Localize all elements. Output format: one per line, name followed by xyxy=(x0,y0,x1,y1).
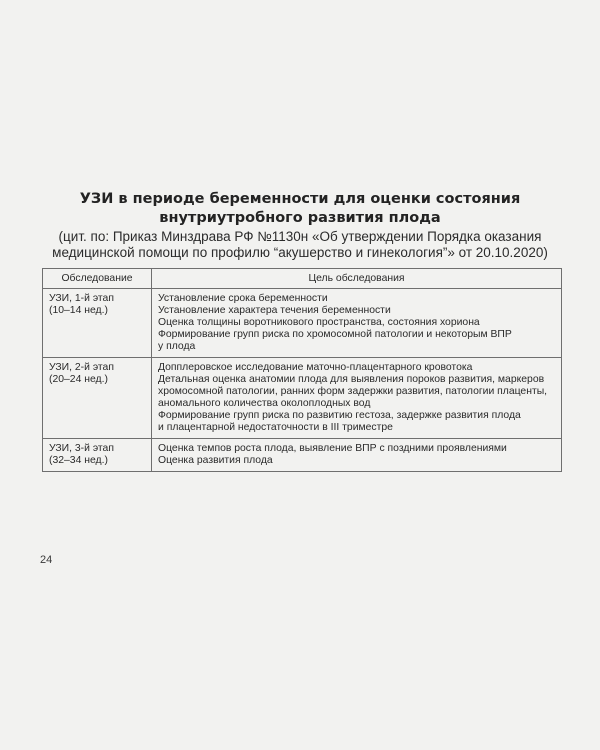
goal-line: Оценка темпов роста плода, выявление ВПР с поздними проявлениями xyxy=(158,443,507,454)
goal-line: и плацентарной недостаточности в III триместре xyxy=(158,422,393,433)
header-goal: Цель обследования xyxy=(152,269,562,289)
goal-line: хромосомной патологии, ранних форм задержки развития, патологии плаценты, xyxy=(158,386,548,397)
ultrasound-stages-table xyxy=(42,268,562,472)
page-number: 24 xyxy=(40,554,53,566)
table-header-row xyxy=(43,269,562,289)
goal-line: Оценка развития плода xyxy=(158,455,273,466)
citation-subtitle xyxy=(0,229,600,261)
goal-cell xyxy=(152,289,562,358)
subtitle-line-2: медицинской помощи по профилю “акушерство и гинекология”» от 20.10.2020) xyxy=(52,245,548,260)
exam-period: (20–24 нед.) xyxy=(49,374,108,385)
exam-cell xyxy=(43,439,152,472)
goal-line: у плода xyxy=(158,341,196,352)
table-row xyxy=(43,358,562,439)
goal-line: Формирование групп риска по хромосомной патологии и некоторым ВПР xyxy=(158,329,512,340)
goal-line: Допплеровское исследование маточно-плацентарного кровотока xyxy=(158,362,473,373)
exam-period: (10–14 нед.) xyxy=(49,305,108,316)
goal-line: Детальная оценка анатомии плода для выявления пороков развития, маркеров xyxy=(158,374,545,385)
goal-line: Оценка толщины воротникового пространства, состояния хориона xyxy=(158,317,480,328)
exam-cell xyxy=(43,289,152,358)
exam-name: УЗИ, 2-й этап xyxy=(49,362,114,373)
exam-cell xyxy=(43,358,152,439)
goal-cell xyxy=(152,358,562,439)
table-row xyxy=(43,439,562,472)
header-exam: Обследование xyxy=(43,269,152,289)
goal-line: Установление характера течения беременности xyxy=(158,305,391,316)
table-row xyxy=(43,289,562,358)
subtitle-line-1: (цит. по: Приказ Минздрава РФ №1130н «Об утверждении Порядка оказания xyxy=(58,229,542,244)
goal-line: Установление срока беременности xyxy=(158,293,328,304)
goal-cell xyxy=(152,439,562,472)
title-line-1: УЗИ в периоде беременности для оценки состояния xyxy=(79,191,521,207)
exam-name: УЗИ, 3-й этап xyxy=(49,443,114,454)
exam-name: УЗИ, 1-й этап xyxy=(49,293,114,304)
goal-line: аномального количества околоплодных вод xyxy=(158,398,371,409)
exam-period: (32–34 нед.) xyxy=(49,455,108,466)
document-title xyxy=(0,190,600,228)
goal-line: Формирование групп риска по развитию гестоза, задержке развития плода xyxy=(158,410,521,421)
title-line-2: внутриутробного развития плода xyxy=(159,210,441,226)
